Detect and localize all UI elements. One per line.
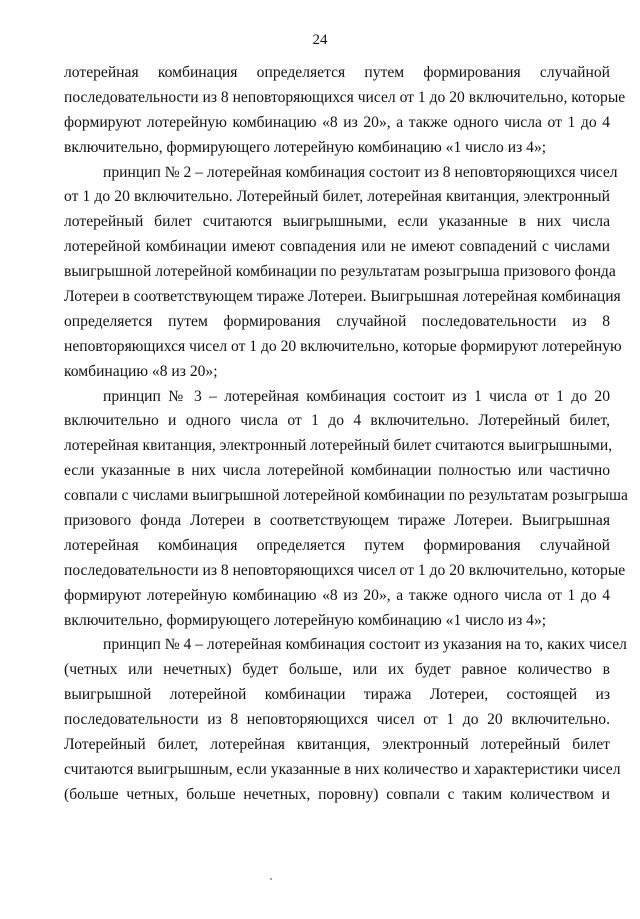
text-line: лотерейная комбинация определяется путем формирования случайной — [64, 64, 610, 81]
document-body — [64, 61, 628, 808]
text-line: формируют лотерейную комбинацию «8 из 20», а также одного числа от 1 до 4 — [64, 586, 610, 604]
text-line: включительно, формирующего лотерейную комбинацию «1 число из 4»; — [64, 611, 547, 629]
text-line: принцип № 2 – лотерейная комбинация состоит из 8 неповторяющихся чисел — [103, 163, 618, 181]
text-line: выигрышной лотерейной комбинации по результатам розыгрыша призового фонда — [64, 263, 616, 281]
text-line: комбинацию «8 из 20»; — [64, 362, 218, 380]
text-line: включительно, формирующего лотерейную комбинацию «1 число из 4»; — [64, 138, 547, 156]
scan-speck — [270, 878, 272, 880]
text-line: лотерейная квитанция, электронный лотерейный билет считаются выигрышными, — [64, 437, 613, 455]
text-line: лотерейный билет считаются выигрышными, если указанные в них числа — [64, 213, 610, 231]
text-line: принцип № 4 – лотерейная комбинация состоит из указания на то, каких чисел — [103, 636, 627, 654]
text-line: неповторяющихся чисел от 1 до 20 включительно, которые формируют лотерейную — [64, 337, 622, 355]
page-number: 24 — [312, 32, 328, 48]
text-line: (четных или нечетных) будет больше, или их будет равное количество в — [64, 661, 610, 679]
text-line: Лотерейный билет, лотерейная квитанция, электронный лотерейный билет — [64, 736, 610, 754]
text-line: последовательности из 8 неповторяющихся чисел от 1 до 20 включительно. — [64, 711, 610, 729]
text-line: последовательности из 8 неповторяющихся чисел от 1 до 20 включительно, которые — [64, 88, 626, 106]
text-line: последовательности из 8 неповторяющихся чисел от 1 до 20 включительно, которые — [64, 561, 626, 579]
text-line: если указанные в них числа лотерейной комбинации полностью или частично — [64, 462, 610, 480]
text-line: формируют лотерейную комбинацию «8 из 20», а также одного числа от 1 до 4 — [64, 113, 610, 131]
text-line: призового фонда Лотереи в соответствующем тираже Лотереи. Выигрышная — [64, 512, 610, 530]
text-line: Лотереи в соответствующем тираже Лотереи. Выигрышная лотерейная комбинация — [64, 288, 621, 306]
text-line: совпали с числами выигрышной лотерейной комбинации по результатам розыгрыша — [64, 487, 628, 505]
text-line: лотерейная комбинация определяется путем формирования случайной — [64, 536, 610, 554]
text-line: определяется путем формирования случайной последовательности из 8 — [64, 312, 610, 330]
text-line: от 1 до 20 включительно. Лотерейный билет, лотерейная квитанция, электронный — [64, 188, 610, 206]
text-line: включительно и одного числа от 1 до 4 включительно. Лотерейный билет, — [64, 412, 610, 430]
text-line: выигрышной лотерейной комбинации тиража Лотереи, состоящей из — [64, 686, 610, 704]
text-line: принцип № 3 – лотерейная комбинация состоит из 1 числа от 1 до 20 — [103, 387, 610, 405]
text-line: (больше четных, больше нечетных, поровну) совпали с таким количеством и — [64, 785, 610, 803]
text-line: лотерейной комбинации имеют совпадения или не имеют совпадений с числами — [64, 238, 610, 256]
text-line: считаются выигрышным, если указанные в них количество и характеристики чисел — [64, 760, 621, 778]
